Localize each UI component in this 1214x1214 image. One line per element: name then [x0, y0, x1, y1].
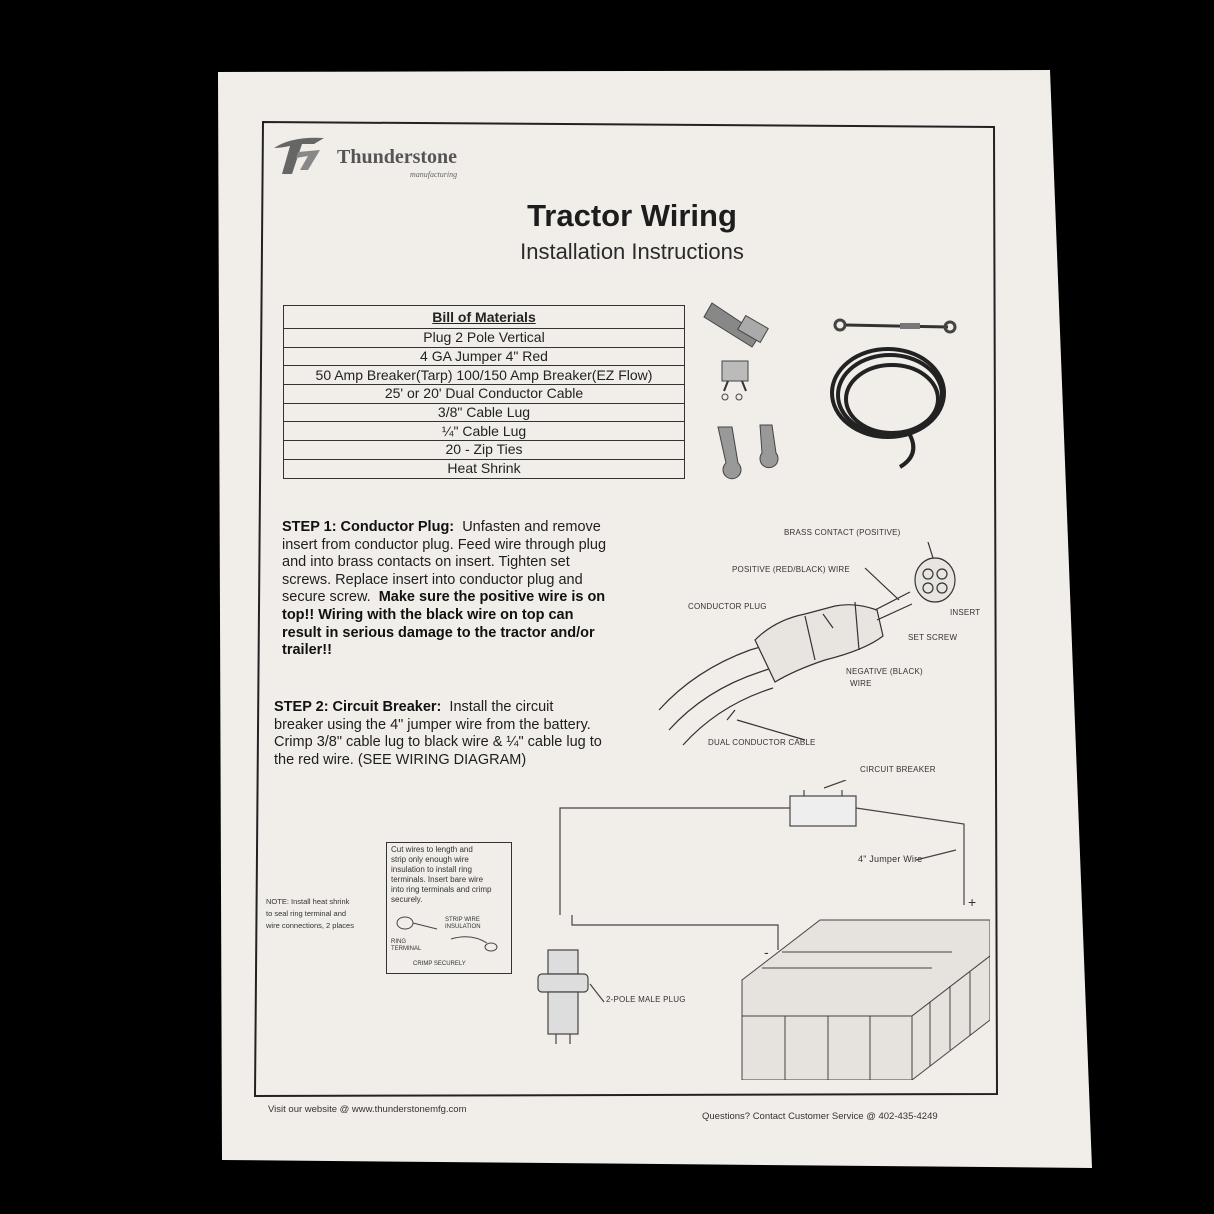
website-footer: Visit our website @ www.thunderstonemfg.com [268, 1104, 467, 1115]
box-text: Cut wires to length and [391, 845, 473, 854]
coiled-cable-icon [832, 349, 944, 467]
set-screw-label: SET SCREW [908, 633, 958, 642]
step-1-warning: result in serious damage to the tractor and/or [282, 624, 595, 641]
male-plug-label: 2-POLE MALE PLUG [606, 995, 686, 1004]
box-text: into ring terminals and crimp [391, 885, 492, 894]
bom-item: Heat Shrink [284, 459, 685, 478]
box-text: strip only enough wire [391, 855, 469, 864]
bom-item: Plug 2 Pole Vertical [284, 329, 685, 348]
crimp-instruction-box [386, 842, 512, 974]
circuit-breaker-label: CIRCUIT BREAKER [860, 765, 936, 774]
step-1-text: screws. Replace insert into conductor plug and [282, 571, 583, 588]
page-subtitle: Installation Instructions [520, 239, 744, 264]
step-1-text: Unfasten and remove [462, 519, 601, 535]
bom-item: 25' or 20' Dual Conductor Cable [284, 385, 685, 404]
parts-illustration [700, 295, 960, 490]
jumper-wire-label: 4" Jumper Wire [858, 854, 923, 864]
step-1-warning: trailer!! [282, 642, 332, 659]
jumper-cable-icon [835, 320, 955, 332]
ring-terminal-label: RING TERMINAL [391, 939, 422, 952]
plug-part-icon [704, 303, 768, 347]
bom-item: 20 - Zip Ties [284, 441, 685, 460]
step-1-heading: STEP 1: Conductor Plug: [282, 519, 455, 535]
step-2-text: Install the circuit [449, 699, 554, 715]
box-text: insulation to install ring [391, 865, 472, 874]
contact-footer: Questions? Contact Customer Service @ 402-435-4249 [702, 1111, 938, 1122]
insert-label: INSERT [950, 608, 981, 617]
bom-heading: Bill of Materials [284, 306, 685, 329]
step-1-text: secure screw. [282, 589, 371, 606]
bom-item: ¼" Cable Lug [284, 422, 685, 441]
step-2-text: the red wire. (SEE WIRING DIAGRAM) [274, 751, 527, 768]
step-1 [282, 519, 662, 660]
thunderstone-logo-icon [268, 132, 336, 180]
positive-wire-label: POSITIVE (RED/BLACK) WIRE [732, 565, 850, 574]
step-2-heading: STEP 2: Circuit Breaker: [274, 699, 442, 715]
box-text: securely. [391, 895, 423, 904]
step-1-text: insert from conductor plug. Feed wire through plug [282, 536, 607, 553]
crimp-label: CRIMP SECURELY [413, 961, 466, 967]
step-2 [274, 699, 654, 769]
bom-item: 4 GA Jumper 4" Red [284, 347, 685, 366]
dual-cable-label: DUAL CONDUCTOR CABLE [708, 738, 816, 747]
positive-terminal-label: + [968, 894, 977, 910]
heat-shrink-note: NOTE: Install heat shrink to seal ring terminal and wire connections, 2 places [266, 897, 354, 930]
negative-wire-label-2: WIRE [850, 679, 872, 688]
brass-contact-label: BRASS CONTACT (POSITIVE) [784, 528, 901, 537]
step-1-warning: Make sure the positive wire is on [378, 589, 606, 606]
page-title: Tractor Wiring [527, 198, 737, 233]
strip-wire-label: STRIP WIRE INSULATION [445, 917, 481, 930]
negative-wire-label: NEGATIVE (BLACK) [846, 667, 923, 676]
brand-subtitle: manufacturing [410, 170, 458, 179]
breaker-part-icon [722, 361, 748, 400]
step-2-text: Crimp 3/8" cable lug to black wire & ¼" cable lug to [274, 734, 602, 751]
battery-pack-icon [742, 920, 990, 1080]
step-1-text: and into brass contacts on insert. Tighten set [282, 554, 570, 571]
wiring-diagram [520, 780, 990, 1080]
bom-item: 50 Amp Breaker(Tarp) 100/150 Amp Breaker(EZ Flow) [284, 366, 685, 385]
box-text: terminals. Insert bare wire [391, 875, 484, 884]
step-2-text: breaker using the 4" jumper wire from the battery. [274, 716, 591, 733]
bill-of-materials-table [283, 305, 685, 479]
conductor-plug-label: CONDUCTOR PLUG [688, 602, 767, 611]
negative-terminal-label: - [764, 944, 769, 960]
cable-lug-icon [718, 425, 778, 479]
bom-item: 3/8" Cable Lug [284, 403, 685, 422]
brand-name: Thunderstone [337, 146, 458, 168]
step-1-warning: top!! Wiring with the black wire on top can [282, 606, 574, 623]
